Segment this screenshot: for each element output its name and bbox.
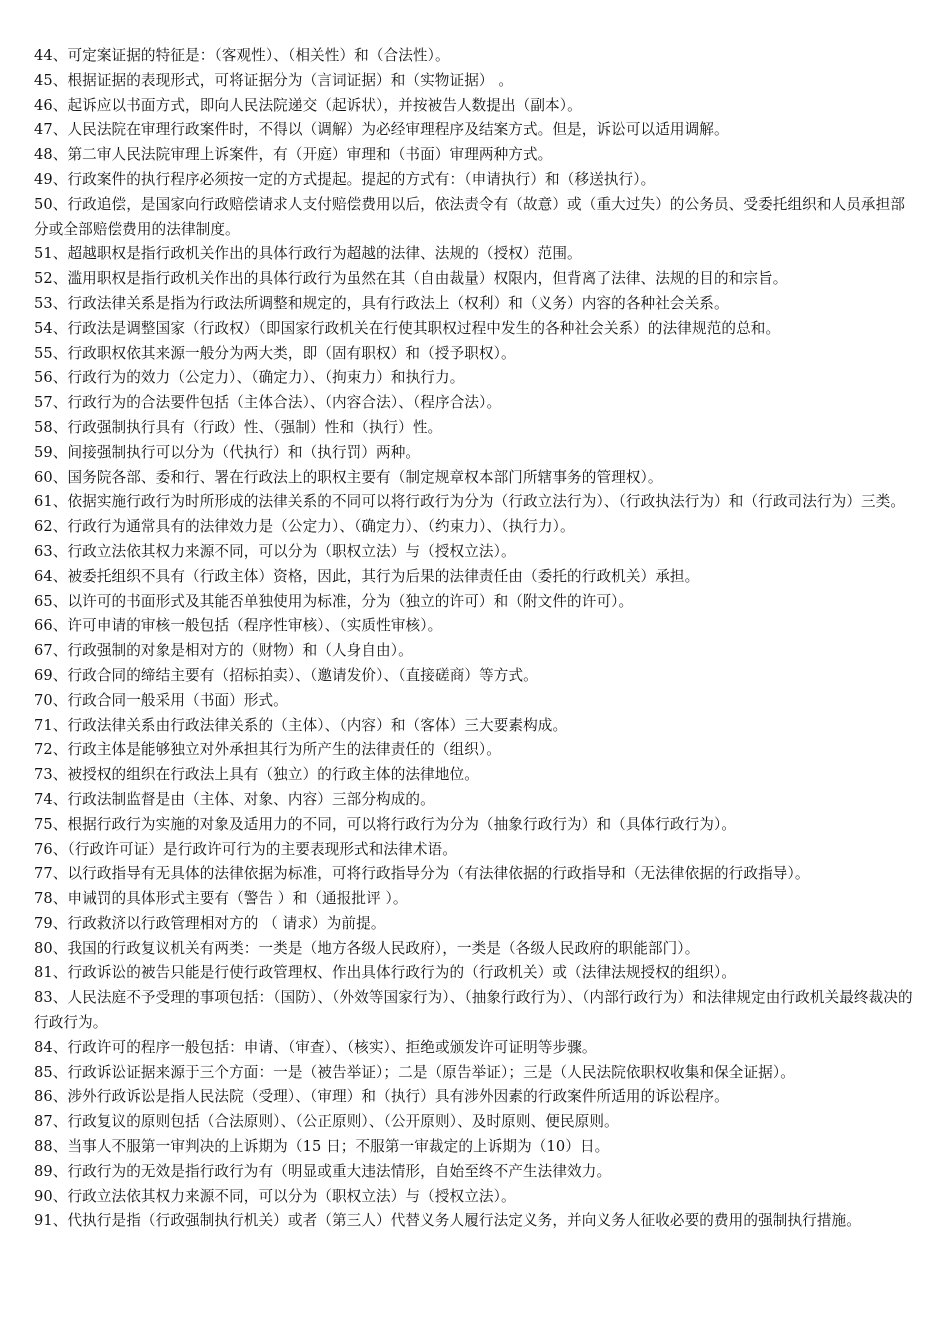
question-item: 77、以行政指导有无具体的法律依据为标准，可将行政指导分为（有法律依据的行政指导和（无法律依据的行政指导）。 — [34, 865, 810, 883]
question-item: 59、间接强制执行可以分为（代执行）和（执行罚）两种。 — [34, 443, 421, 461]
question-item: 75、根据行政行为实施的对象及适用力的不同，可以将行政行为分为（抽象行政行为）和（具体行政行为）。 — [34, 815, 737, 833]
question-item: 84、行政许可的程序一般包括：申请、（审查）、（核实）、拒绝或颁发许可证明等步骤。 — [34, 1038, 597, 1056]
question-item: 88、当事人不服第一审判决的上诉期为（15 日；不服第一审裁定的上诉期为（10）日。 — [34, 1138, 610, 1156]
question-item: 50、行政追偿，是国家向行政赔偿请求人支付赔偿费用以后，依法责令有（故意）或（重大过失）的公务员、受委托组织和人员承担部分或全部赔偿费用的法律制度。 — [34, 195, 906, 238]
question-item: 90、行政立法依其权力来源不同，可以分为（职权立法）与（授权立法）。 — [34, 1187, 516, 1205]
document-body — [34, 44, 918, 1234]
question-item: 57、行政行为的合法要件包括（主体合法）、（内容合法）、（程序合法）。 — [34, 394, 502, 412]
question-item: 72、行政主体是能够独立对外承担其行为所产生的法律责任的（组织）。 — [34, 741, 501, 759]
question-item: 78、申诫罚的具体形式主要有（警告 ）和（通报批评 ）。 — [34, 890, 408, 908]
question-item: 86、涉外行政诉讼是指人民法院（受理）、（审理）和（执行）具有涉外因素的行政案件所适用的诉讼程序。 — [34, 1088, 729, 1106]
question-item: 79、行政救济以行政管理相对方的 （ 请求）为前提。 — [34, 914, 386, 932]
question-item: 61、依据实施行政行为时所形成的法律关系的不同可以将行政行为分为（行政立法行为）、（行政执法行为）和（行政司法行为）三类。 — [34, 493, 906, 511]
question-item: 71、行政法律关系由行政法律关系的（主体）、（内容）和（客体）三大要素构成。 — [34, 716, 568, 734]
question-item: 52、滥用职权是指行政机关作出的具体行政行为虽然在其（自由裁量）权限内，但背离了法律、法规的目的和宗旨。 — [34, 270, 788, 288]
question-item: 73、被授权的组织在行政法上具有（独立）的行政主体的法律地位。 — [34, 766, 479, 784]
question-item: 46、起诉应以书面方式，即向人民法院递交（起诉状），并按被告人数提出（副本）。 — [34, 96, 582, 114]
question-item: 81、行政诉讼的被告只能是行使行政管理权、作出具体行政行为的（行政机关）或（法律法规授权的组织）。 — [34, 964, 737, 982]
question-item: 64、被委托组织不具有（行政主体）资格，因此，其行为后果的法律责任由（委托的行政机关）承担。 — [34, 567, 700, 585]
question-item: 66、许可申请的审核一般包括（程序性审核）、（实质性审核）。 — [34, 617, 443, 635]
question-item: 80、我国的行政复议机关有两类：一类是（地方各级人民政府），一类是（各级人民政府的职能部门）。 — [34, 939, 700, 957]
question-item: 70、行政合同一般采用（书面）形式。 — [34, 691, 288, 709]
question-item: 53、行政法律关系是指为行政法所调整和规定的，具有行政法上（权利）和（义务）内容的各种社会关系。 — [34, 294, 729, 312]
question-item: 67、行政强制的对象是相对方的（财物）和（人身自由）。 — [34, 642, 413, 660]
question-item: 49、行政案件的执行程序必须按一定的方式提起。提起的方式有：（申请执行）和（移送执行）。 — [34, 170, 656, 188]
question-item: 56、行政行为的效力（公定力）、（确定力）、（拘束力）和执行力。 — [34, 369, 465, 387]
question-item: 85、行政诉讼证据来源于三个方面：一是（被告举证）；二是（原告举证）；三是（人民法院依职权收集和保全证据）。 — [34, 1063, 795, 1081]
question-item: 69、行政合同的缔结主要有（招标拍卖）、（邀请发价）、（直接磋商）等方式。 — [34, 666, 538, 684]
question-item: 63、行政立法依其权力来源不同，可以分为（职权立法）与（授权立法）。 — [34, 542, 516, 560]
question-item: 47、人民法院在审理行政案件时，不得以（调解）为必经审理程序及结案方式。但是，诉讼可以适用调解。 — [34, 121, 729, 139]
question-item: 76、（行政许可证）是行政许可行为的主要表现形式和法律术语。 — [34, 840, 457, 858]
question-item: 62、行政行为通常具有的法律效力是（公定力）、（确定力）、（约束力）、（执行力）。 — [34, 518, 575, 536]
question-item: 55、行政职权依其来源一般分为两大类，即（固有职权）和（授予职权）。 — [34, 344, 516, 362]
question-item: 89、行政行为的无效是指行政行为有（明显或重大违法情形，自始至终不产生法律效力。 — [34, 1162, 612, 1180]
question-item: 65、以许可的书面形式及其能否单独使用为标准，分为（独立的许可）和（附文件的许可）。 — [34, 592, 634, 610]
question-item: 51、超越职权是指行政机关作出的具体行政行为超越的法律、法规的（授权）范围。 — [34, 245, 582, 263]
question-item: 83、人民法庭不予受理的事项包括：（国防）、（外效等国家行为）、（抽象行政行为）、（内部行政行为）和法律规定由行政机关最终裁决的行政行为。 — [34, 989, 913, 1032]
question-item: 45、根据证据的表现形式，可将证据分为（言词证据）和（实物证据） 。 — [34, 71, 514, 89]
question-item: 87、行政复议的原则包括（合法原则）、（公正原则）、（公开原则）、及时原则、便民原则。 — [34, 1113, 619, 1131]
question-item: 74、行政法制监督是由（主体、对象、内容）三部分构成的。 — [34, 790, 435, 808]
question-item: 44、可定案证据的特征是：（客观性）、（相关性）和（合法性）。 — [34, 47, 450, 64]
question-item: 48、第二审人民法院审理上诉案件，有（开庭）审理和（书面）审理两种方式。 — [34, 146, 553, 164]
question-item: 91、代执行是指（行政强制执行机关）或者（第三人）代替义务人履行法定义务，并向义务人征收必要的费用的强制执行措施。 — [34, 1212, 861, 1230]
question-item: 60、国务院各部、委和行、署在行政法上的职权主要有（制定规章权本部门所辖事务的管理权）。 — [34, 468, 663, 486]
question-item: 58、行政强制执行具有（行政）性、（强制）性和（执行）性。 — [34, 418, 443, 436]
question-item: 54、行政法是调整国家（行政权）（即国家行政机关在行使其职权过程中发生的各种社会关系）的法律规范的总和。 — [34, 319, 781, 337]
